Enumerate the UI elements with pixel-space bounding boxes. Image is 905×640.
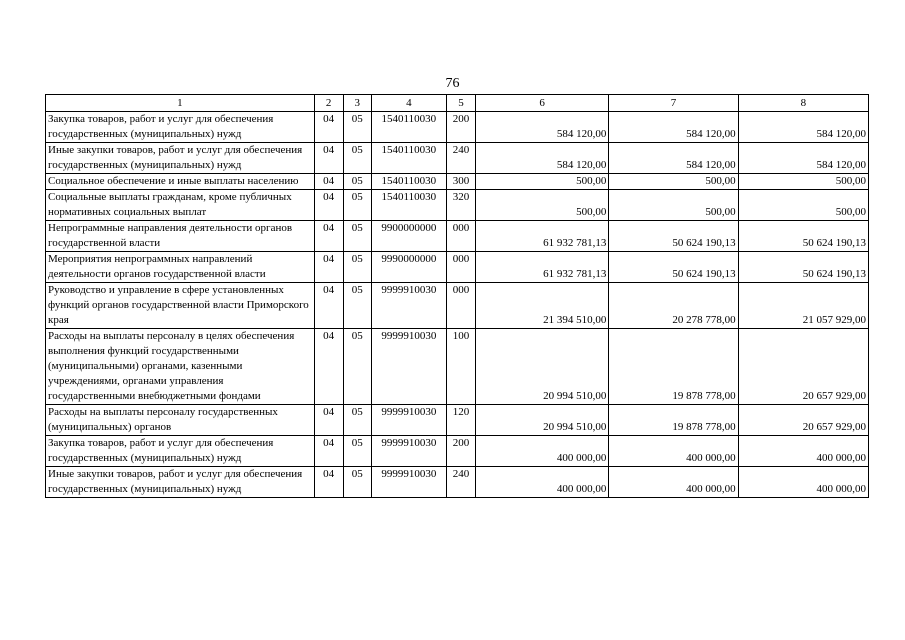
row-amount-col8-cell: 400 000,00: [738, 436, 868, 467]
row-amount-col8-cell: 584 120,00: [738, 112, 868, 143]
row-amount-col6-cell: 584 120,00: [476, 112, 609, 143]
header-col-2: 2: [314, 95, 343, 112]
row-section-cell: 04: [314, 329, 343, 405]
table-row: [46, 467, 869, 498]
row-amount-col6-cell: 20 994 510,00: [476, 405, 609, 436]
table-row: [46, 174, 869, 190]
row-section-cell: 04: [314, 174, 343, 190]
row-name-cell: Иные закупки товаров, работ и услуг для обеспечения государственных (муниципальных) нужд: [46, 467, 315, 498]
row-section-cell: 04: [314, 252, 343, 283]
row-subsection-cell: 05: [343, 143, 371, 174]
row-amount-col6-cell: 400 000,00: [476, 436, 609, 467]
row-expense-type-cell: 240: [446, 467, 475, 498]
header-col-3: 3: [343, 95, 371, 112]
row-target-article-cell: 9999910030: [371, 405, 446, 436]
row-subsection-cell: 05: [343, 252, 371, 283]
row-name-cell: Социальное обеспечение и иные выплаты населению: [46, 174, 315, 190]
row-subsection-cell: 05: [343, 329, 371, 405]
row-section-cell: 04: [314, 436, 343, 467]
row-amount-col6-cell: 20 994 510,00: [476, 329, 609, 405]
row-target-article-cell: 1540110030: [371, 174, 446, 190]
table-body: [46, 112, 869, 498]
header-col-7: 7: [609, 95, 738, 112]
table-row: [46, 143, 869, 174]
row-target-article-cell: 9999910030: [371, 436, 446, 467]
row-amount-col8-cell: 500,00: [738, 174, 868, 190]
row-expense-type-cell: 200: [446, 112, 475, 143]
row-expense-type-cell: 240: [446, 143, 475, 174]
row-name-cell: Закупка товаров, работ и услуг для обеспечения государственных (муниципальных) нужд: [46, 436, 315, 467]
row-expense-type-cell: 320: [446, 190, 475, 221]
row-target-article-cell: 9999910030: [371, 329, 446, 405]
header-row: [46, 95, 869, 112]
row-section-cell: 04: [314, 405, 343, 436]
table-row: [46, 283, 869, 329]
row-target-article-cell: 1540110030: [371, 143, 446, 174]
row-name-cell: Иные закупки товаров, работ и услуг для обеспечения государственных (муниципальных) нужд: [46, 143, 315, 174]
row-amount-col7-cell: 400 000,00: [609, 467, 738, 498]
row-subsection-cell: 05: [343, 467, 371, 498]
row-amount-col7-cell: 500,00: [609, 174, 738, 190]
row-amount-col8-cell: 50 624 190,13: [738, 221, 868, 252]
table-row: [46, 190, 869, 221]
row-amount-col8-cell: 20 657 929,00: [738, 405, 868, 436]
row-subsection-cell: 05: [343, 190, 371, 221]
row-subsection-cell: 05: [343, 283, 371, 329]
row-amount-col6-cell: 61 932 781,13: [476, 221, 609, 252]
header-col-6: 6: [476, 95, 609, 112]
row-name-cell: Мероприятия непрограммных направлений деятельности органов государственной власти: [46, 252, 315, 283]
row-target-article-cell: 9999910030: [371, 283, 446, 329]
row-amount-col7-cell: 584 120,00: [609, 112, 738, 143]
table-row: [46, 221, 869, 252]
row-amount-col8-cell: 20 657 929,00: [738, 329, 868, 405]
row-amount-col7-cell: 400 000,00: [609, 436, 738, 467]
table-row: [46, 252, 869, 283]
row-name-cell: Расходы на выплаты персоналу в целях обеспечения выполнения функций государственными (муниципальными) органами, казенными учреждениями, органами управления государственными внебюджетными фондами: [46, 329, 315, 405]
row-subsection-cell: 05: [343, 112, 371, 143]
row-subsection-cell: 05: [343, 174, 371, 190]
row-expense-type-cell: 000: [446, 221, 475, 252]
row-target-article-cell: 9999910030: [371, 467, 446, 498]
row-amount-col8-cell: 584 120,00: [738, 143, 868, 174]
header-col-4: 4: [371, 95, 446, 112]
row-amount-col6-cell: 21 394 510,00: [476, 283, 609, 329]
row-expense-type-cell: 000: [446, 252, 475, 283]
table-row: [46, 112, 869, 143]
row-expense-type-cell: 200: [446, 436, 475, 467]
row-amount-col7-cell: 500,00: [609, 190, 738, 221]
row-amount-col8-cell: 400 000,00: [738, 467, 868, 498]
row-amount-col8-cell: 500,00: [738, 190, 868, 221]
row-name-cell: Расходы на выплаты персоналу государственных (муниципальных) органов: [46, 405, 315, 436]
table-row: [46, 436, 869, 467]
row-amount-col8-cell: 21 057 929,00: [738, 283, 868, 329]
row-target-article-cell: 1540110030: [371, 190, 446, 221]
row-amount-col7-cell: 584 120,00: [609, 143, 738, 174]
header-col-8: 8: [738, 95, 868, 112]
row-expense-type-cell: 120: [446, 405, 475, 436]
row-amount-col7-cell: 19 878 778,00: [609, 405, 738, 436]
row-amount-col6-cell: 500,00: [476, 174, 609, 190]
row-section-cell: 04: [314, 143, 343, 174]
row-section-cell: 04: [314, 467, 343, 498]
row-amount-col7-cell: 20 278 778,00: [609, 283, 738, 329]
row-amount-col7-cell: 50 624 190,13: [609, 221, 738, 252]
budget-table: [45, 94, 869, 498]
page-number: 76: [445, 76, 460, 91]
table-header: [46, 95, 869, 112]
row-target-article-cell: 9990000000: [371, 252, 446, 283]
row-subsection-cell: 05: [343, 221, 371, 252]
row-name-cell: Непрограммные направления деятельности органов государственной власти: [46, 221, 315, 252]
row-subsection-cell: 05: [343, 405, 371, 436]
row-amount-col6-cell: 500,00: [476, 190, 609, 221]
row-amount-col8-cell: 50 624 190,13: [738, 252, 868, 283]
header-col-1: 1: [46, 95, 315, 112]
row-name-cell: Закупка товаров, работ и услуг для обеспечения государственных (муниципальных) нужд: [46, 112, 315, 143]
row-name-cell: Руководство и управление в сфере установленных функций органов государственной власти Приморского края: [46, 283, 315, 329]
row-name-cell: Социальные выплаты гражданам, кроме публичных нормативных социальных выплат: [46, 190, 315, 221]
row-amount-col6-cell: 400 000,00: [476, 467, 609, 498]
row-target-article-cell: 9900000000: [371, 221, 446, 252]
row-amount-col7-cell: 50 624 190,13: [609, 252, 738, 283]
row-section-cell: 04: [314, 283, 343, 329]
row-subsection-cell: 05: [343, 436, 371, 467]
header-col-5: 5: [446, 95, 475, 112]
row-expense-type-cell: 300: [446, 174, 475, 190]
row-expense-type-cell: 000: [446, 283, 475, 329]
row-amount-col6-cell: 61 932 781,13: [476, 252, 609, 283]
row-section-cell: 04: [314, 112, 343, 143]
row-section-cell: 04: [314, 221, 343, 252]
table-row: [46, 405, 869, 436]
row-expense-type-cell: 100: [446, 329, 475, 405]
table-row: [46, 329, 869, 405]
row-amount-col7-cell: 19 878 778,00: [609, 329, 738, 405]
row-target-article-cell: 1540110030: [371, 112, 446, 143]
row-amount-col6-cell: 584 120,00: [476, 143, 609, 174]
row-section-cell: 04: [314, 190, 343, 221]
